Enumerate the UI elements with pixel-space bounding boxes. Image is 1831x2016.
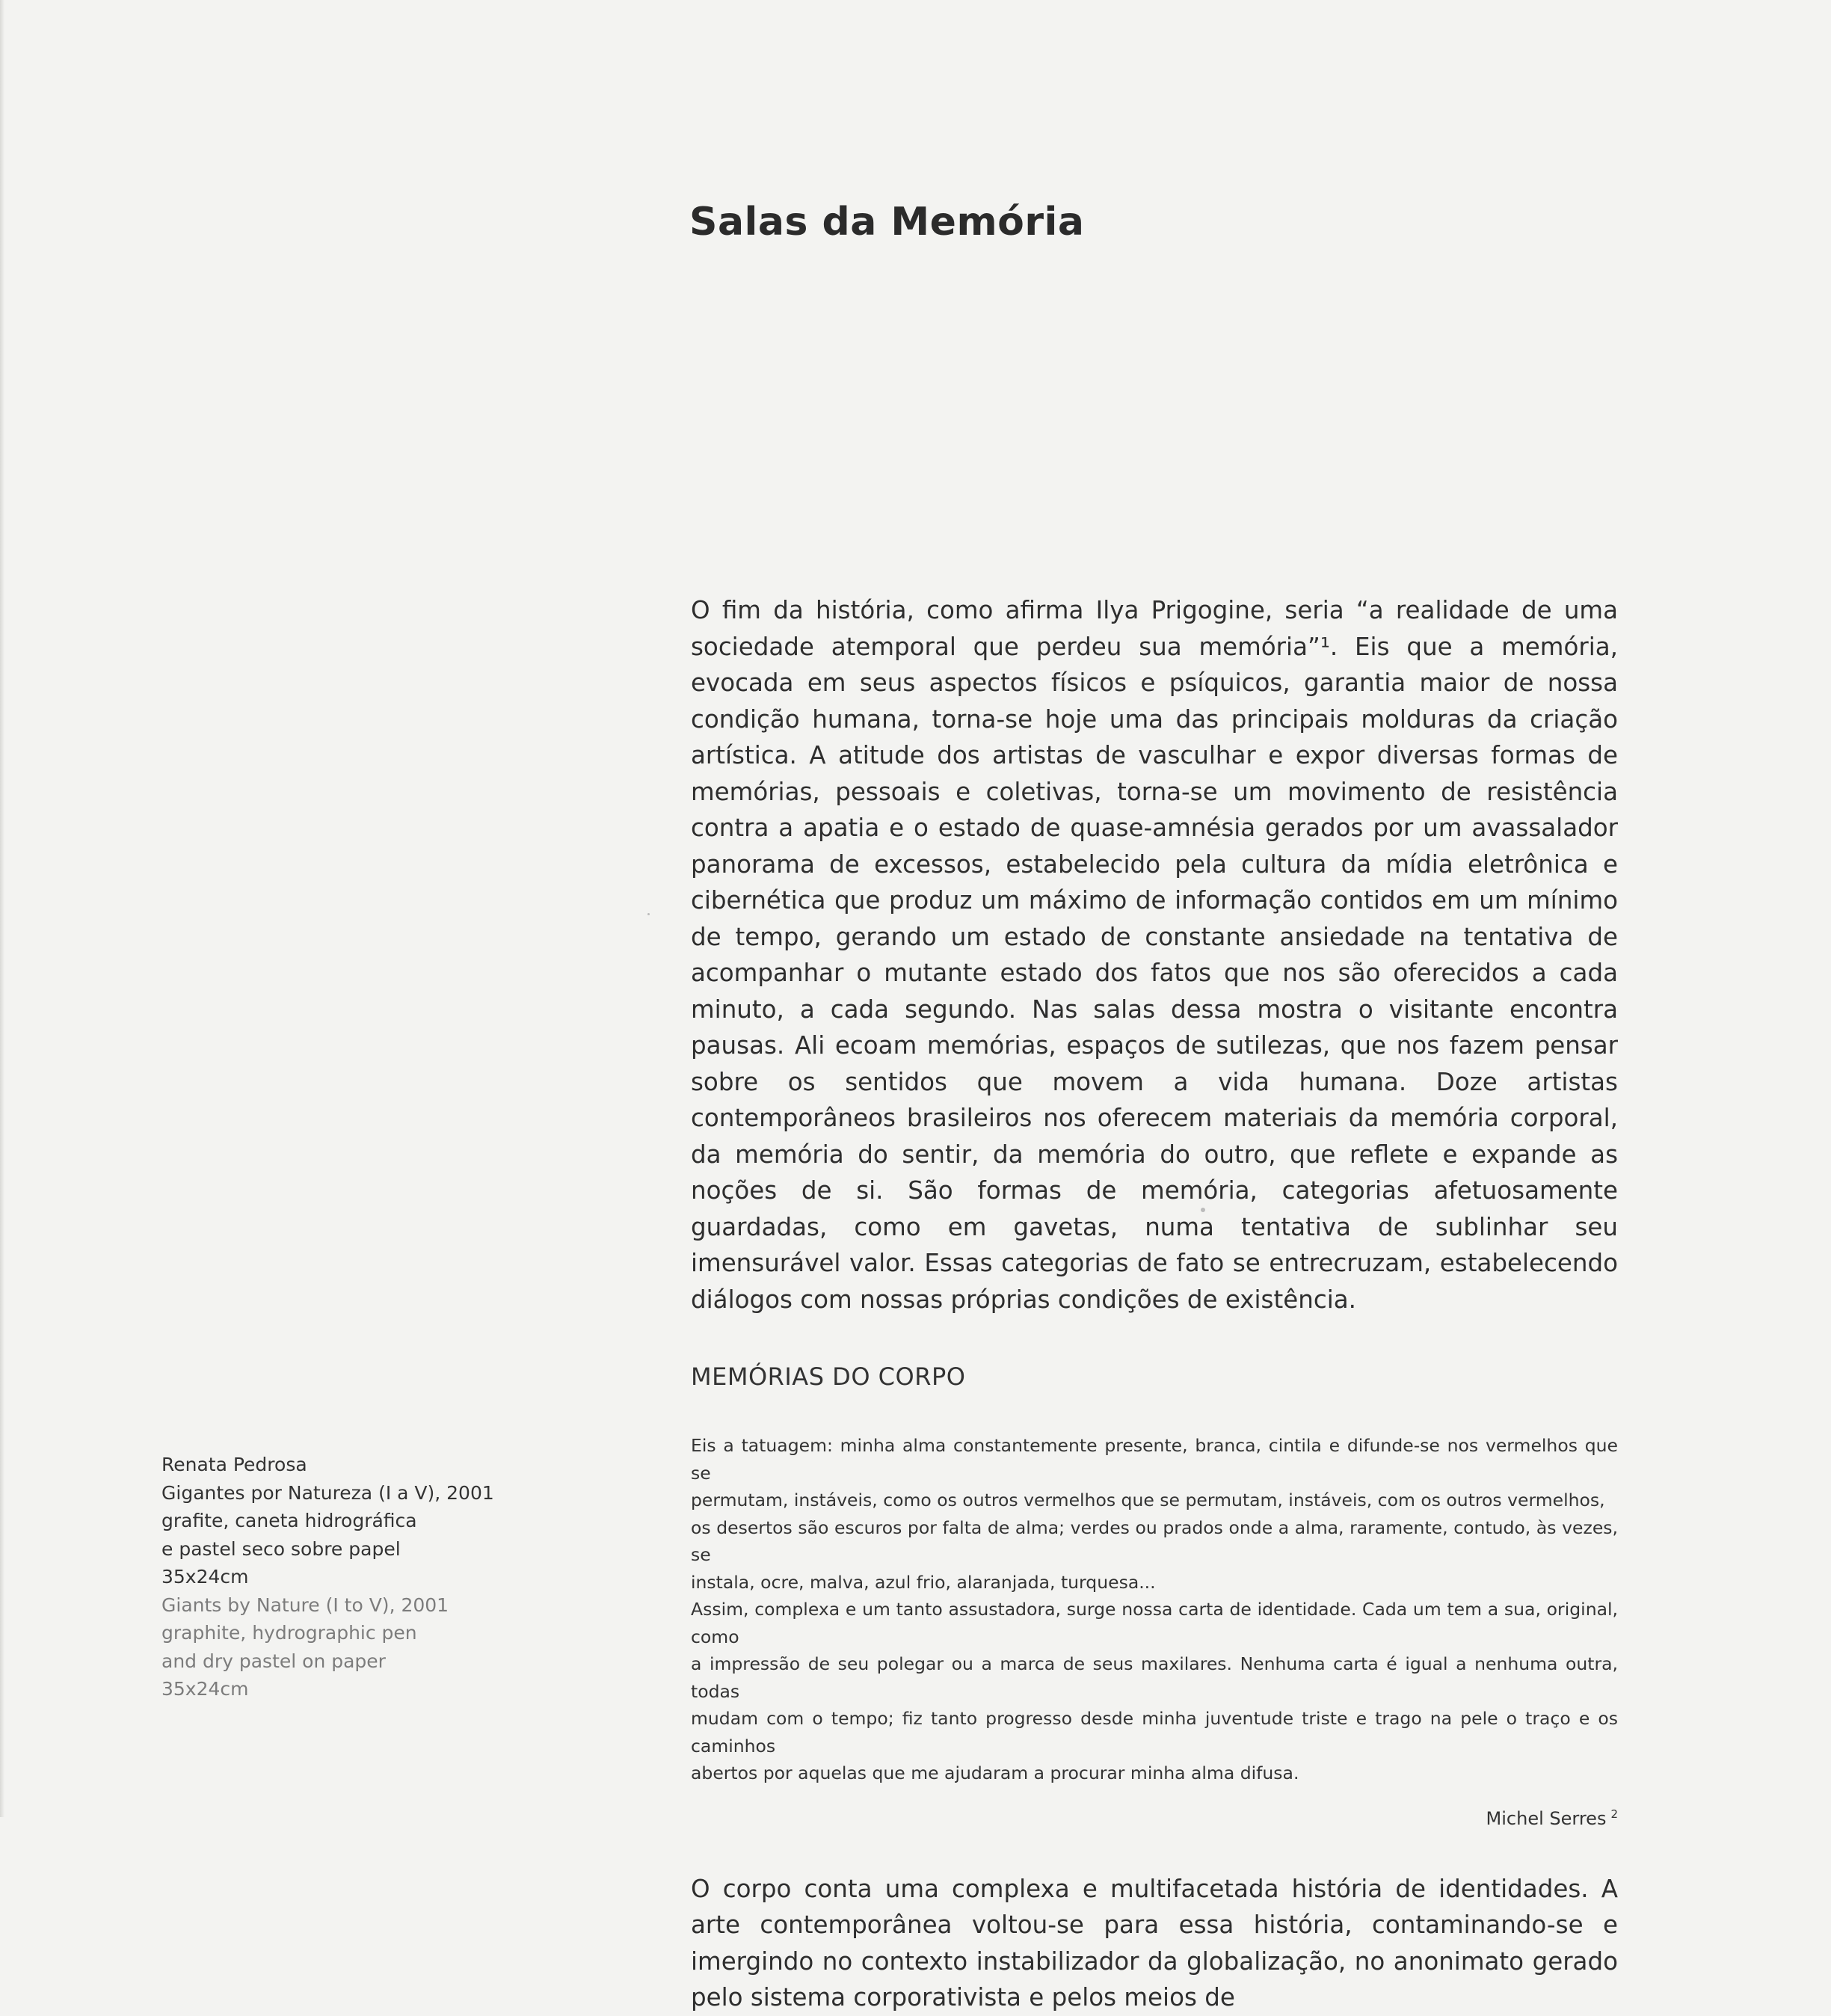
quote-line: instala, ocre, malva, azul frio, alaranjada, turquesa... — [691, 1571, 1156, 1593]
footnote-marker: 2 — [1610, 1807, 1618, 1821]
quote-line: a impressão de seu polegar ou a marca de seus maxilares. Nenhuma carta é igual a nenhuma outra, todas — [691, 1653, 1618, 1702]
caption-title-en: Giants by Nature (I to V), 2001 — [161, 1594, 449, 1616]
quote-line: Assim, complexa e um tanto assustadora, surge nossa carta de identidade. Cada um tem a sua, original, como — [691, 1599, 1618, 1647]
main-text-column — [691, 592, 1618, 2016]
caption-medium-en: graphite, hydrographic pen — [161, 1622, 417, 1644]
quote-line: os desertos são escuros por falta de alma; verdes ou prados onde a alma, raramente, contudo, às vezes, se — [691, 1516, 1618, 1565]
caption-medium-pt: e pastel seco sobre papel — [161, 1537, 401, 1560]
epigraph-quote — [691, 1432, 1618, 1787]
quote-line: abertos por aquelas que me ajudaram a procurar minha alma difusa. — [691, 1763, 1299, 1783]
caption-title-pt: Gigantes por Natureza (I a V), 2001 — [161, 1481, 494, 1504]
quote-line: permutam, instáveis, como os outros vermelhos que se permutam, instáveis, com os outros vermelhos, — [691, 1490, 1605, 1511]
caption-medium-en: and dry pastel on paper — [161, 1650, 386, 1672]
page-title: Salas da Memória — [689, 200, 1085, 245]
paper-speck — [647, 913, 650, 915]
intro-paragraph: O fim da história, como afirma Ilya Prigogine, seria “a realidade de uma sociedade atemporal que perdeu sua memória”¹. Eis que a memória, evocada em seus aspectos físicos e psíquicos, garantia maior de nossa condição humana, torna-se hoje uma das principais molduras da criação artística. A atitude dos artistas de vasculhar e expor diversas formas de memórias, pessoais e coletivas, torna-se um movimento de resistência contra a apatia e o estado de quase-amnésia gerados por um avassalador panorama de excessos, estabelecido pela cultura da mídia eletrônica e cibernética que produz um máximo de informação contidos em um mínimo de tempo, gerando um estado de constante ansiedade na tentativa de acompanhar o mutante estado dos fatos que nos são oferecidos a cada minuto, a cada segundo. Nas salas dessa mostra o visitante encontra pausas. Ali ecoam memórias, espaços de sutilezas, que nos fazem pensar sobre os sentidos que movem a vida humana. Doze artistas contemporâneos brasileiros nos oferecem materiais da memória corporal, da memória do sentir, da memória do outro, que reflete e expande as noções de si. São formas de memória, categorias afetuosamente guardadas, como em gavetas, numa tentativa de sublinhar seu imensurável valor. Essas categorias de fato se entrecruzam, estabelecendo diálogos com nossas próprias condições de existência. — [691, 596, 1618, 1314]
caption-medium-pt: grafite, caneta hidrográfica — [161, 1510, 417, 1531]
section-heading: MEMÓRIAS DO CORPO — [691, 1362, 966, 1391]
quote-line: Eis a tatuagem: minha alma constantemente presente, branca, cintila e difunde-se nos vermelhos que se — [691, 1435, 1618, 1484]
page-edge — [0, 0, 4, 1817]
artwork-caption — [161, 1451, 505, 1703]
quote-author: Michel Serres — [1486, 1807, 1607, 1829]
caption-artist: Renata Pedrosa — [161, 1454, 307, 1475]
quote-attribution — [691, 1801, 1618, 1832]
caption-size-pt: 35x24cm — [161, 1566, 249, 1588]
quote-line: mudam com o tempo; fiz tanto progresso desde minha juventude triste e trago na pele o traço e os caminhos — [691, 1708, 1618, 1757]
paper-speck — [1201, 1208, 1205, 1212]
body-paragraph: O corpo conta uma complexa e multifacetada história de identidades. A arte contemporânea voltou-se para essa história, contaminando-se e imergindo no contexto instabilizador da globalização, no anonimato gerado pelo sistema corporativista e pelos meios de — [691, 1874, 1618, 2012]
caption-size-en: 35x24cm — [161, 1678, 249, 1700]
